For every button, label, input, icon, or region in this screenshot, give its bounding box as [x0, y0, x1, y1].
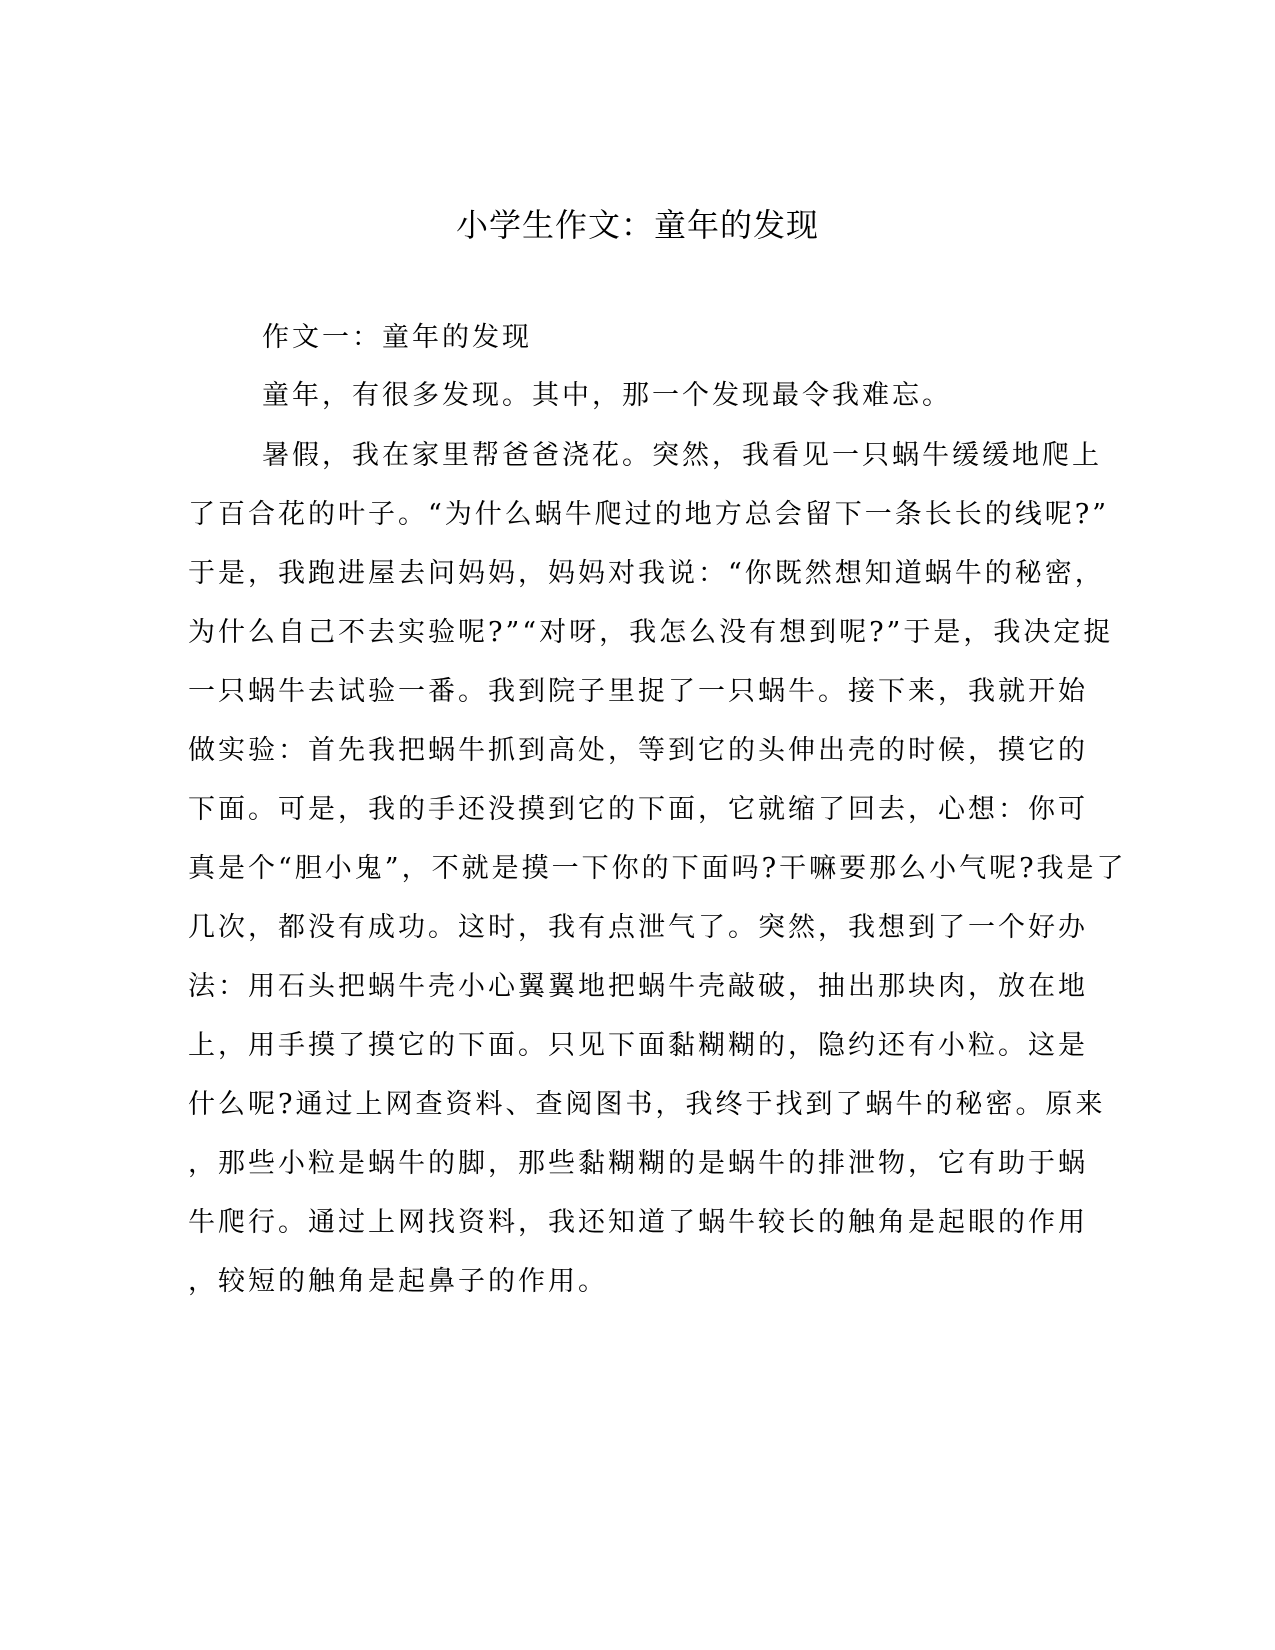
- paragraph-line: 上，用手摸了摸它的下面。只见下面黏糊糊的，隐约还有小粒。这是: [188, 1030, 1088, 1061]
- paragraph-line: ，较短的触角是起鼻子的作用。: [188, 1266, 608, 1297]
- paragraph-line: 法：用石头把蜗牛壳小心翼翼地把蜗牛壳敲破，抽出那块肉，放在地: [188, 971, 1088, 1002]
- paragraph-line: 下面。可是，我的手还没摸到它的下面，它就缩了回去，心想：你可: [188, 794, 1088, 825]
- paragraph-line: 为什么自己不去实验呢?”“对呀，我怎么没有想到呢?”于是，我决定捉: [188, 617, 1114, 648]
- paragraph-line: 于是，我跑进屋去问妈妈，妈妈对我说：“你既然想知道蜗牛的秘密，: [188, 558, 1105, 589]
- paragraph-line: 童年，有很多发现。其中，那一个发现最令我难忘。: [262, 380, 952, 411]
- paragraph-line: 真是个“胆小鬼”，不就是摸一下你的下面吗?干嘛要那么小气呢?我是了: [188, 853, 1127, 884]
- paragraph-line: 做实验：首先我把蜗牛抓到高处，等到它的头伸出壳的时候，摸它的: [188, 735, 1088, 766]
- paragraph-line: 一只蜗牛去试验一番。我到院子里捉了一只蜗牛。接下来，我就开始: [188, 676, 1088, 707]
- paragraph-line: 暑假，我在家里帮爸爸浇花。突然，我看见一只蜗牛缓缓地爬上: [262, 440, 1102, 471]
- document-title: 小学生作文：童年的发现: [455, 206, 819, 244]
- essay-subtitle: 作文一：童年的发现: [262, 322, 532, 353]
- paragraph-line: 几次，都没有成功。这时，我有点泄气了。突然，我想到了一个好办: [188, 912, 1088, 943]
- paragraph-line: 了百合花的叶子。“为什么蜗牛爬过的地方总会留下一条长长的线呢?”: [188, 499, 1110, 530]
- paragraph-line: ，那些小粒是蜗牛的脚，那些黏糊糊的是蜗牛的排泄物，它有助于蜗: [188, 1148, 1088, 1179]
- paragraph-line: 牛爬行。通过上网找资料，我还知道了蜗牛较长的触角是起眼的作用: [188, 1207, 1088, 1238]
- paragraph-line: 什么呢?通过上网查资料、查阅图书，我终于找到了蜗牛的秘密。原来: [188, 1089, 1106, 1120]
